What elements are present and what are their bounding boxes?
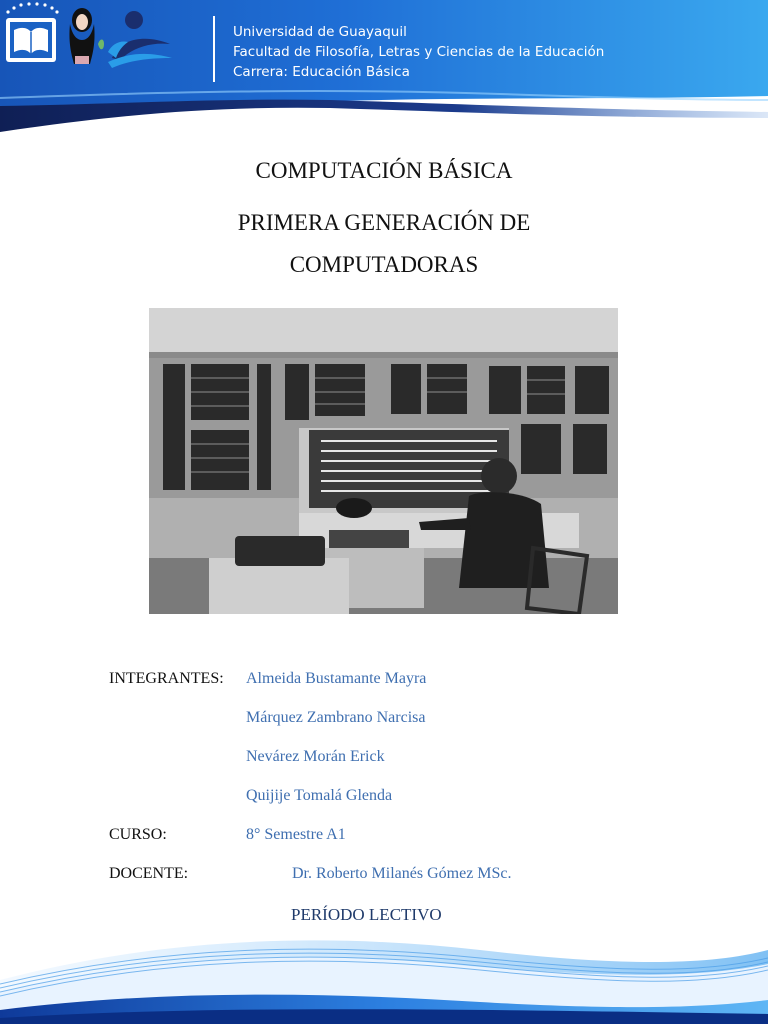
curso-label: CURSO:: [109, 826, 167, 843]
header-banner: [0, 0, 768, 135]
first-generation-computer-photo-icon: [149, 308, 618, 614]
topic-title-line2: COMPUTADORAS: [289, 252, 479, 277]
curso-value: 8° Semestre A1: [246, 826, 346, 843]
integrantes-label: INTEGRANTES:: [109, 670, 224, 687]
periodo-lectivo: PERÍODO LECTIVO: [291, 905, 442, 924]
member-name: Nevárez Morán Erick: [246, 748, 385, 765]
member-name: Márquez Zambrano Narcisa: [246, 709, 426, 726]
footer-waves-icon: [0, 920, 768, 1024]
member-name: Quijije Tomalá Glenda: [246, 787, 393, 804]
header-divider: [213, 16, 215, 82]
header-text: [233, 22, 604, 82]
university-logos-icon: [0, 0, 172, 70]
career-name: Carrera: Educación Básica: [233, 64, 410, 80]
university-name: Universidad de Guayaquil: [233, 24, 407, 40]
subject-title: COMPUTACIÓN BÁSICA: [255, 158, 513, 183]
member-name: Almeida Bustamante Mayra: [246, 670, 427, 687]
faculty-name: Facultad de Filosofía, Letras y Ciencias de la Educación: [233, 44, 605, 60]
docente-value: Dr. Roberto Milanés Gómez MSc.: [292, 865, 512, 882]
topic-title-line1: PRIMERA GENERACIÓN DE: [237, 210, 531, 235]
docente-label: DOCENTE:: [109, 865, 189, 882]
